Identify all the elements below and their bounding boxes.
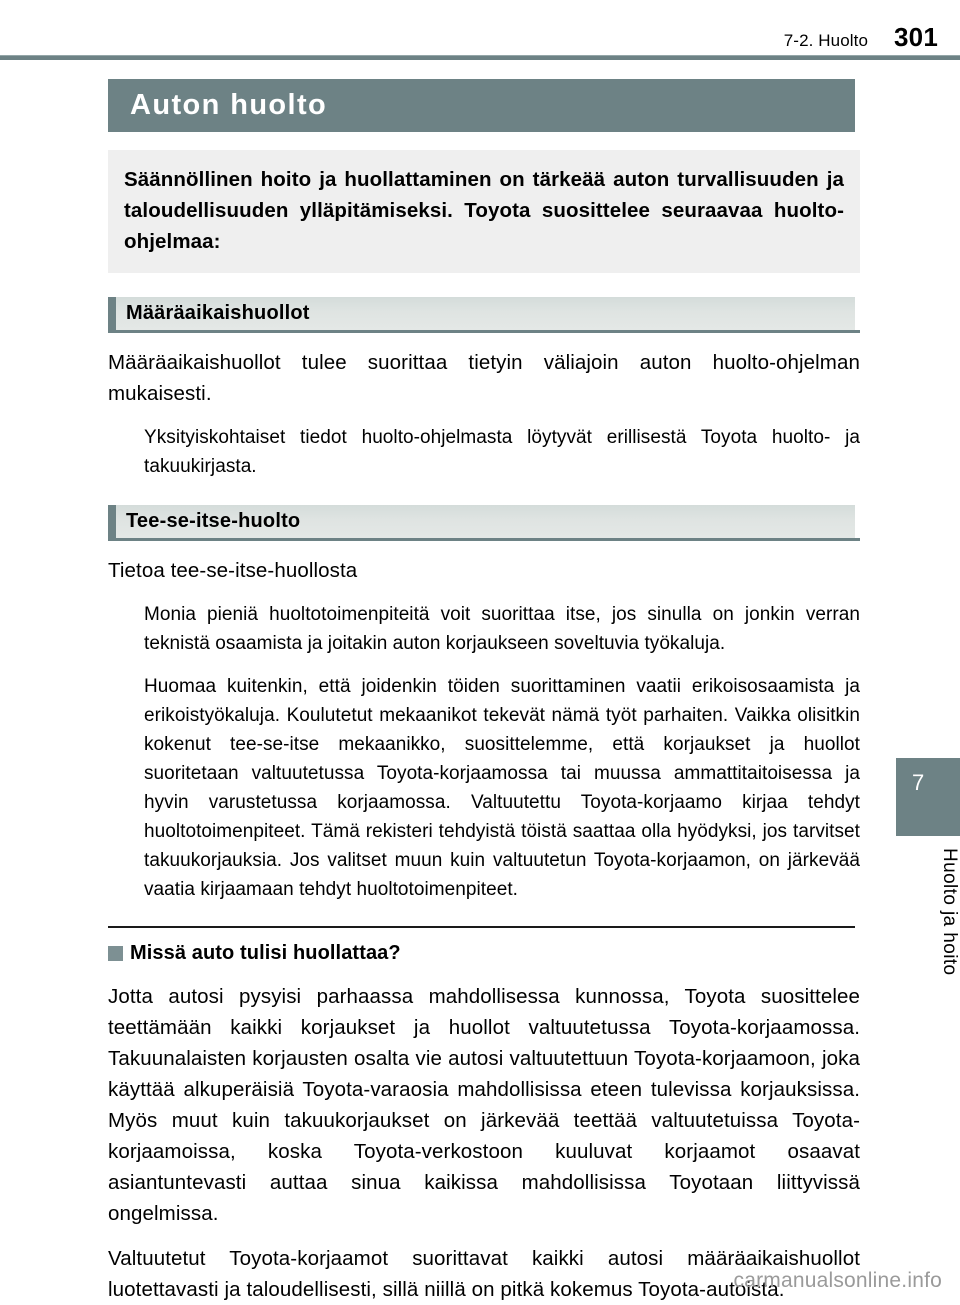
header-rule <box>0 55 960 60</box>
section-paragraph: Yksityiskohtaiset tiedot huolto-ohjelmasta löytyvät erillisestä Toyota huolto- ja takuukirjasta. <box>144 427 860 477</box>
section-header-tee-se-itse-huolto <box>108 505 860 541</box>
chapter-title: Auton huolto <box>130 89 328 121</box>
section-accent-bar <box>108 297 116 330</box>
chapter-tab <box>896 758 960 836</box>
chapter-title-banner <box>108 79 855 132</box>
intro-callout <box>108 150 860 273</box>
section-paragraph: Monia pieniä huoltotoimenpiteitä voit suorittaa itse, jos sinulla on jonkin verran teknistä osaamista ja joitakin auton korjaukseen soveltuvia työkaluja. <box>144 604 860 654</box>
running-head-section: 7-2. Huolto <box>783 31 869 50</box>
section-accent-bar <box>108 505 116 538</box>
section-paragraph: Huomaa kuitenkin, että joidenkin töiden suorittaminen vaatii erikoisosaamista ja erikoistyökaluja. Koulutetut mekaanikot tekevät nämä työt parhaiten. Vaikka olisitkin kokenut tee-se-itse mekaanikko, suosittelemme, että korjaukset ja huollot suoritetaan valtuutetussa Toyota-korjaamossa tai muussa ammattitaitoisessa ja hyvin varustetussa korjaamossa. Valtuutettu Toyota-korjaamo kirjaa tehdyt huoltotoimenpiteet. Tämä rekisteri tehdyistä töistä saattaa olla hyödyksi, jos tarvitset takuukorjauksia. Jos valitset muun kuin valtuutetun Toyota-korjaamon, on järkevää vaatia kirjaamaan tehdyt huoltotoimenpiteet. <box>144 676 860 900</box>
intro-text: Säännöllinen hoito ja huollattaminen on tärkeää auton turvallisuuden ja taloudellisuuden ylläpitämiseksi. Toyota suosittelee seuraavaa huolto-ohjelmaa: <box>124 168 844 253</box>
subsection-paragraph: Jotta autosi pysyisi parhaassa mahdollisessa kunnossa, Toyota suosittelee teettämään kaikki korjaukset ja huollot valtuutetussa Toyota-korjaamossa. Takuunalaisten korjausten osalta vie autosi valtuutettuun Toyota-korjaamoon, joka käyttää alkuperäisiä Toyota-varaosia mahdollisissa eteen tulevissa korjauksissa. Myös muut kuin takuukorjaukset on järkevää teettää valtuutetuissa Toyota-korjaamoissa, koska Toyota-verkostoon kuuluvat korjaamot osaavat asiantuntevasti auttaa sinua kaikissa mahdollisissa Toyotaan liittyvissä ongelmissa. <box>108 985 860 1225</box>
subsection-paragraph: Valtuutetut Toyota-korjaamot suorittavat kaikki autosi määräaikaishuollot luotettavasti ja taloudellisesti, sillä niillä on pitkä kokemus Toyota-autoista. <box>108 1247 860 1301</box>
chapter-tab-number: 7 <box>912 770 925 795</box>
square-bullet-icon <box>108 946 123 961</box>
section-paragraph: Tietoa tee-se-itse-huollosta <box>108 559 358 582</box>
page-content <box>108 150 860 1305</box>
footer-watermark: carmanualsonline.info <box>733 1269 942 1292</box>
chapter-tab-label: Huolto ja hoito <box>939 848 960 976</box>
section-paragraph: Määräaikaishuollot tulee suorittaa tietyin väliajoin auton huolto-ohjelman mukaisesti. <box>108 351 860 405</box>
section-divider <box>108 926 855 928</box>
section-header-bar <box>108 297 855 330</box>
section-heading-label: Määräaikaishuollot <box>126 302 310 324</box>
section-header-bar <box>108 505 855 538</box>
section-heading-label: Tee-se-itse-huolto <box>126 510 301 532</box>
subsection-bullet-heading <box>108 942 860 965</box>
running-head <box>784 22 938 53</box>
section-header-maaraaikaishuollot <box>108 297 860 333</box>
page-number: 301 <box>894 22 938 52</box>
subsection-heading-label: Missä auto tulisi huollattaa? <box>130 942 401 964</box>
